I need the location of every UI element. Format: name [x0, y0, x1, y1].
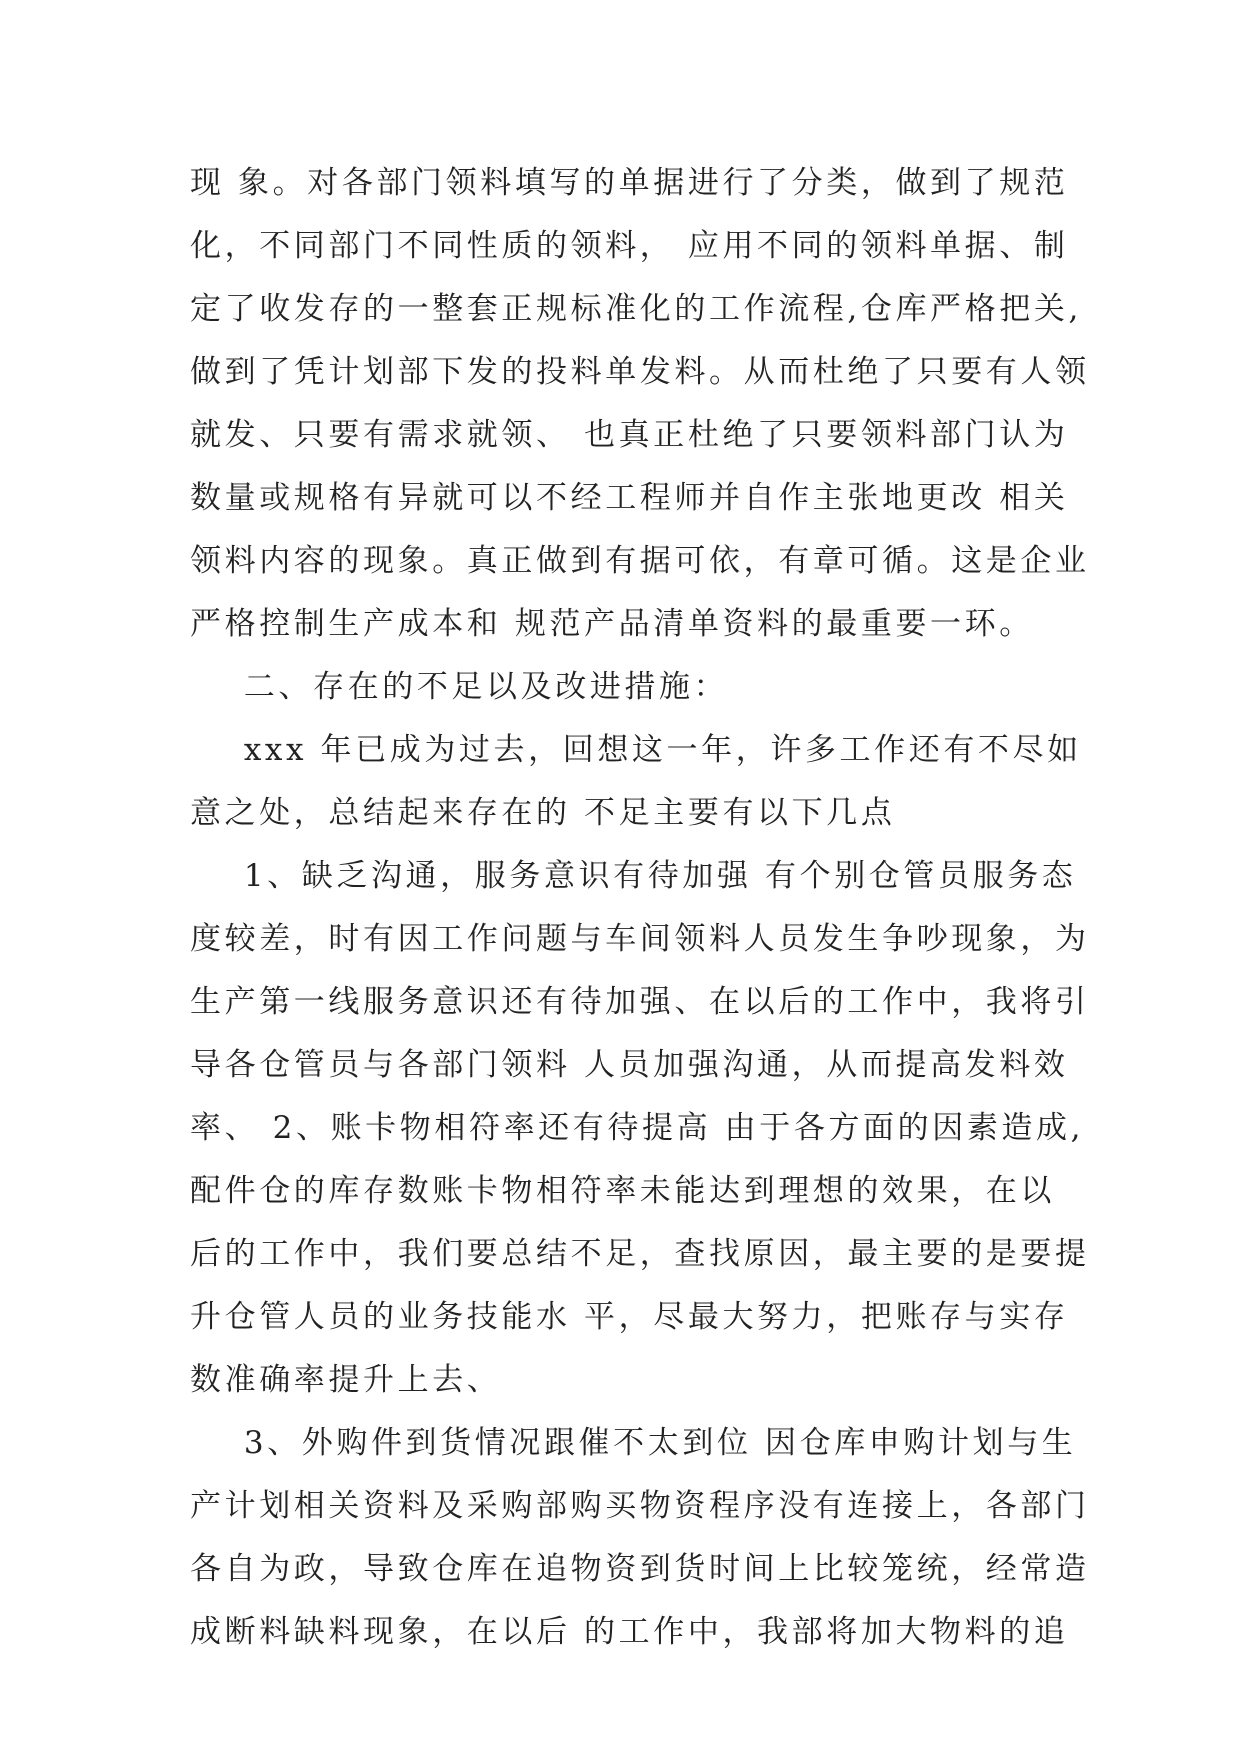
text-line: 配件仓的库存数账卡物相符率未能达到理想的效果，在以 — [190, 1173, 1055, 1209]
text-line: 各自为政，导致仓库在追物资到货时间上比较笼统，经常造 — [190, 1551, 1090, 1587]
text-line: 升仓管人员的业务技能水 平，尽最大努力，把账存与实存 — [190, 1299, 1069, 1335]
text-line: 就发、只要有需求就领、 也真正杜绝了只要领料部门认为 — [190, 417, 1069, 453]
text-line: 做到了凭计划部下发的投料单发料。从而杜绝了只要有人领 — [190, 354, 1090, 390]
text-line: 数量或规格有异就可以不经工程师并自作主张地更改 相关 — [190, 480, 1069, 516]
text-line: 产计划相关资料及采购部购买物资程序没有连接上，各部门 — [190, 1488, 1090, 1524]
text-line: 现 象。对各部门领料填写的单据进行了分类，做到了规范 — [190, 165, 1069, 201]
text-line: 率、 2、账卡物相符率还有待提高 由于各方面的因素造成, — [190, 1110, 1085, 1146]
section-heading: 二、存在的不足以及改进措施： — [190, 669, 729, 705]
text-line: 后的工作中，我们要总结不足，查找原因，最主要的是要提 — [190, 1236, 1090, 1272]
text-line: 1、缺乏沟通，服务意识有待加强 有个别仓管员服务态 — [190, 858, 1077, 894]
text-line: 严格控制生产成本和 规范产品清单资料的最重要一环。 — [190, 606, 1034, 642]
body-text — [190, 164, 1090, 1676]
text-line: xxx 年已成为过去，回想这一年，许多工作还有不尽如 — [190, 732, 1082, 768]
text-line: 定了收发存的一整套正规标准化的工作流程,仓库严格把关, — [190, 291, 1082, 327]
text-line: 数准确率提升上去、 — [190, 1362, 502, 1398]
text-line: 3、外购件到货情况跟催不太到位 因仓库申购计划与生 — [190, 1425, 1077, 1461]
text-line: 领料内容的现象。真正做到有据可依，有章可循。这是企业 — [190, 543, 1090, 579]
text-line: 化，不同部门不同性质的领料， 应用不同的领料单据、制 — [190, 228, 1069, 264]
text-line: 成断料缺料现象，在以后 的工作中，我部将加大物料的追 — [190, 1614, 1069, 1650]
text-line: 度较差，时有因工作问题与车间领料人员发生争吵现象，为 — [190, 921, 1090, 957]
text-line: 导各仓管员与各部门领料 人员加强沟通，从而提高发料效 — [190, 1047, 1069, 1083]
text-line: 生产第一线服务意识还有待加强、在以后的工作中，我将引 — [190, 984, 1090, 1020]
text-line: 意之处，总结起来存在的 不足主要有以下几点 — [190, 795, 896, 831]
